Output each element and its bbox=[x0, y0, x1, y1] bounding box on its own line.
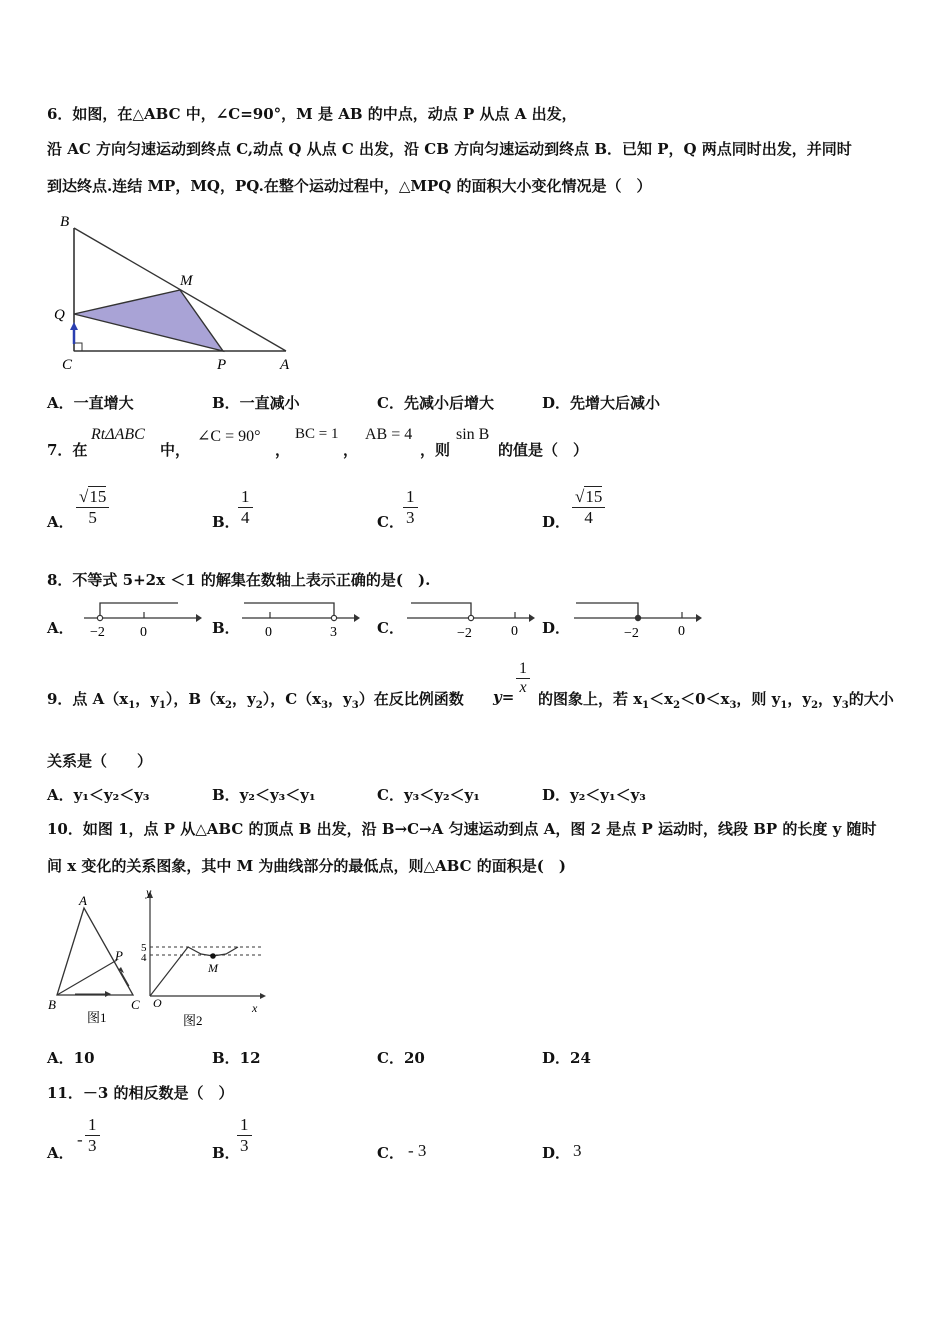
q7-b-num: 1 bbox=[238, 487, 253, 508]
fig2-label-x: x bbox=[252, 1001, 258, 1015]
q9-sub: 1 bbox=[158, 700, 166, 711]
q9-option-d: D．y₂＜y₁＜y₃ bbox=[542, 786, 646, 804]
q8-numberline-c bbox=[405, 598, 535, 643]
q7-label-b: B． bbox=[212, 513, 240, 531]
q7-then: ，则 bbox=[420, 441, 451, 459]
q10-option-d: D．24 bbox=[542, 1049, 591, 1067]
fig2-label-m: M bbox=[208, 961, 218, 975]
q7-option-d-fraction: $\frac{√15}{4}$ bbox=[572, 487, 605, 527]
q8-numberline-a bbox=[82, 598, 202, 643]
q9-stem-g: ＜x bbox=[649, 690, 674, 708]
q9-sub: 2 bbox=[673, 700, 681, 711]
label-p: P bbox=[217, 357, 227, 373]
q9-stem-j: ，y bbox=[787, 690, 812, 708]
q6-stem-line2: 沿 AC 方向匀速运动到终点 C,动点 Q 从点 C 出发，沿 CB 方向匀速运动到终点 B．已知 P，Q 两点同时出发，并同时 bbox=[47, 140, 852, 158]
q9-stem-line2: 关系是（ ） bbox=[47, 752, 153, 770]
q7-option-b-fraction bbox=[238, 487, 253, 527]
q7-suffix: 的值是（ ） bbox=[498, 441, 589, 459]
q9-sub: 2 bbox=[225, 700, 232, 711]
q8-a-tick2: 0 bbox=[140, 625, 147, 640]
label-q: Q bbox=[54, 307, 65, 323]
q9-stem-b: ，y bbox=[135, 690, 159, 708]
q9-option-b: B．y₂＜y₃＜y₁ bbox=[212, 786, 316, 804]
right-angle-mark bbox=[74, 343, 82, 351]
q8-stem: 8．不等式 5+2x ＜1 的解集在数轴上表示正确的是( ). bbox=[47, 571, 431, 589]
fig1-label-b: B bbox=[48, 997, 56, 1012]
q8-d-tick1: −2 bbox=[624, 626, 639, 641]
fig1-caption: 图1 bbox=[87, 1010, 107, 1025]
q9-stem-b: ，y bbox=[232, 690, 256, 708]
q6-stem-line3: 到达终点.连结 MP，MQ，PQ.在整个运动过程中，△MPQ 的面积大小变化情况是（ ） bbox=[47, 177, 652, 195]
q9-sub: 3 bbox=[729, 700, 737, 711]
q8-label-b: B． bbox=[212, 619, 240, 637]
q8-a-tick1: −2 bbox=[90, 625, 105, 640]
q8-c-tick1: −2 bbox=[457, 626, 472, 641]
q9-stem-h: ＜0＜x bbox=[680, 690, 730, 708]
q9-frac-den: x bbox=[519, 679, 527, 697]
q7-option-c-fraction bbox=[403, 487, 418, 527]
q11-a-num: 1 bbox=[85, 1115, 100, 1136]
fig2-label-y: y bbox=[146, 888, 152, 899]
q9-stem-tail bbox=[538, 688, 894, 711]
q9-function-fraction bbox=[516, 660, 530, 698]
q7-a-num: 15 bbox=[89, 487, 107, 506]
q11-option-b-fraction bbox=[237, 1115, 252, 1155]
q7-d-den: 4 bbox=[584, 507, 593, 527]
q6-triangle-figure bbox=[50, 210, 310, 375]
fig2-caption: 图2 bbox=[183, 1013, 203, 1028]
triangle-mpq bbox=[74, 290, 223, 351]
q9-sub: 1 bbox=[780, 700, 788, 711]
q11-label-b: B． bbox=[212, 1144, 240, 1162]
label-m: M bbox=[180, 273, 193, 289]
fig1-label-a: A bbox=[79, 893, 87, 908]
fig1-label-p: P bbox=[115, 948, 123, 963]
q7-option-a-fraction: $\frac{√15}{5}$ bbox=[76, 487, 109, 527]
q7-c-num: 1 bbox=[403, 487, 418, 508]
q7-sinb-expr: sin B bbox=[456, 426, 490, 443]
q7-label-a: A． bbox=[47, 513, 74, 531]
q9-stem-k: ，y bbox=[818, 690, 842, 708]
q8-b-tick2: 3 bbox=[330, 625, 337, 640]
q9-option-a: A．y₁＜y₂＜y₃ bbox=[47, 786, 150, 804]
q9-sub: 2 bbox=[255, 700, 263, 711]
q6-option-d: D．先增大后减小 bbox=[542, 394, 661, 412]
q11-b-den: 3 bbox=[240, 1135, 249, 1155]
q9-sub: 1 bbox=[128, 700, 136, 711]
q8-b-tick1: 0 bbox=[265, 625, 272, 640]
q8-label-c: C． bbox=[377, 619, 404, 637]
q11-a-den: 3 bbox=[88, 1135, 97, 1155]
q11-a-sign: - bbox=[77, 1130, 83, 1149]
q6-option-b: B．一直减小 bbox=[212, 394, 300, 412]
bp-length-curve bbox=[150, 947, 238, 996]
q9-stem-e: ）在反比例函数 bbox=[358, 690, 464, 708]
label-a: A bbox=[280, 357, 290, 373]
q11-stem: 11．－3 的相反数是（ ） bbox=[47, 1084, 234, 1102]
q7-bc-expr: BC = 1 bbox=[295, 426, 339, 442]
fig1-label-c: C bbox=[131, 997, 140, 1012]
q9-frac-num: 1 bbox=[516, 660, 530, 679]
q-arrow-head bbox=[70, 322, 78, 330]
q9-sub: 3 bbox=[841, 700, 849, 711]
q9-y-eq bbox=[493, 688, 514, 706]
q7-label-d: D． bbox=[542, 513, 571, 531]
q9-y: y= bbox=[493, 688, 515, 706]
q9-stem-d: ），C（x bbox=[262, 690, 322, 708]
q8-numberline-b bbox=[240, 598, 360, 643]
q9-sub: 1 bbox=[642, 700, 650, 711]
q8-c-tick2: 0 bbox=[511, 624, 518, 639]
q7-angle-expr: ∠C = 90° bbox=[197, 428, 261, 445]
q7-comma1: ， bbox=[275, 441, 291, 459]
q9-sub: 2 bbox=[811, 700, 819, 711]
q9-stem-a: 9．点 A（x bbox=[47, 690, 129, 708]
q9-stem-f: 的图象上，若 x bbox=[538, 690, 643, 708]
q11-label-a: A． bbox=[47, 1144, 74, 1162]
q7-prefix: 7．在 bbox=[47, 441, 88, 459]
q9-stem-c: ），B（x bbox=[165, 690, 226, 708]
q10-figure2-graph bbox=[138, 888, 268, 1033]
fig2-value-5: 5 bbox=[141, 942, 147, 954]
q9-stem-l: 的大小 bbox=[848, 690, 894, 708]
fig2-value-4: 4 bbox=[141, 952, 147, 964]
label-c: C bbox=[62, 357, 73, 373]
q7-mid: 中， bbox=[160, 441, 191, 459]
q11-option-a-fraction bbox=[85, 1115, 100, 1155]
q10-option-c: C．20 bbox=[377, 1049, 425, 1067]
q8-label-d: D． bbox=[542, 619, 571, 637]
q10-option-a: A．10 bbox=[47, 1049, 95, 1067]
q10-stem-line2: 间 x 变化的关系图象，其中 M 为曲线部分的最低点，则△ABC 的面积是( ) bbox=[47, 857, 566, 875]
q6-stem-line1: 6．如图，在△ABC 中，∠C=90°，M 是 AB 的中点，动点 P 从点 A 出发， bbox=[47, 105, 577, 123]
q9-option-c: C．y₃＜y₂＜y₁ bbox=[377, 786, 480, 804]
fig2-label-o: O bbox=[153, 996, 162, 1010]
q10-figure1 bbox=[45, 890, 145, 1030]
q9-stem-i: ，则 y bbox=[736, 690, 781, 708]
q11-b-num: 1 bbox=[237, 1115, 252, 1136]
q8-numberline-d bbox=[572, 598, 702, 643]
q8-label-a: A． bbox=[47, 619, 74, 637]
q6-option-a: A．一直增大 bbox=[47, 394, 134, 412]
q11-label-d: D． bbox=[542, 1144, 571, 1162]
q6-option-c: C．先减小后增大 bbox=[377, 394, 494, 412]
q7-ab-expr: AB = 4 bbox=[365, 426, 413, 443]
q9-stem bbox=[47, 688, 464, 711]
q7-label-c: C． bbox=[377, 513, 404, 531]
q7-d-num: 15 bbox=[585, 487, 603, 506]
q7-a-den: 5 bbox=[88, 507, 97, 527]
label-b: B bbox=[60, 214, 70, 230]
q11-d-value: 3 bbox=[573, 1141, 582, 1160]
q7-c-den: 3 bbox=[406, 507, 415, 527]
q7-comma2: ， bbox=[343, 441, 359, 459]
q7-b-den: 4 bbox=[241, 507, 250, 527]
q10-option-b: B．12 bbox=[212, 1049, 261, 1067]
q10-stem-line1: 10．如图 1，点 P 从△ABC 的顶点 B 出发，沿 B→C→A 匀速运动到点 A，图 2 是点 P 运动时，线段 BP 的长度 y 随时 bbox=[47, 820, 877, 838]
q9-sub: 3 bbox=[321, 700, 329, 711]
q8-d-tick2: 0 bbox=[678, 624, 685, 639]
point-m bbox=[210, 953, 216, 959]
q9-stem-b: ，y bbox=[328, 690, 352, 708]
q9-sub: 3 bbox=[351, 700, 359, 711]
q11-label-c: C． bbox=[377, 1144, 404, 1162]
q7-triangle-expr: RtΔABC bbox=[91, 426, 145, 443]
q11-c-value: - 3 bbox=[408, 1141, 427, 1160]
